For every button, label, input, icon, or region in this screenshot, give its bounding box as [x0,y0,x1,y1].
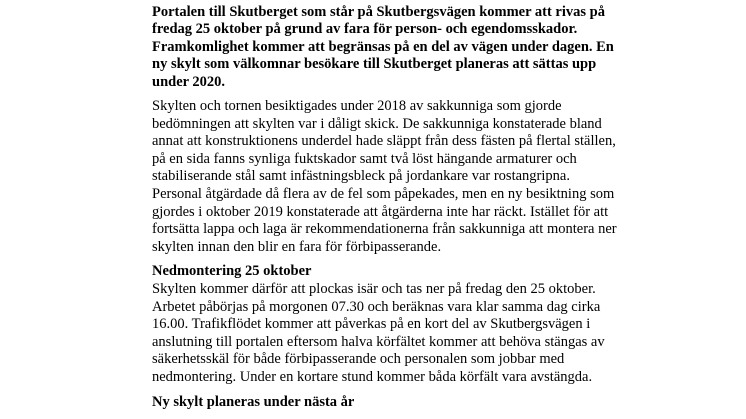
lead-paragraph: Portalen till Skutberget som står på Skutbergsvägen kommer att rivas på fredag 25 oktober på grund av fara för person- och egendomsskador. Framkomlighet kommer att begränsas på en del av vägen under dagen. En ny skylt som välkomnar besökare till Skutberget planeras att sättas upp under 2020. [152,4,614,90]
section-heading-dismantling: Nedmontering 25 oktober [152,263,312,280]
body-paragraph-dismantling: Skylten kommer därför att plockas isär och tas ner på fredag den 25 oktober. Arbetet påbörjas på morgonen 07.30 och beräknas vara klar samma dag cirka 16.00. Trafikflödet kommer att påverkas på en kort del av Skutbergsvägen i anslutning till portalen eftersom halva körfältet kommer att behöva stängas av säkerhetsskäl för både förbipasserande och personalen som jobbar med nedmontering. Under en kortare stund kommer båda körfält vara avstängda. [152,280,605,385]
section-heading-new-sign: Ny skylt planeras under nästa år [152,393,355,410]
document-page [152,4,622,411]
body-paragraph-inspection: Skylten och tornen besiktigades under 2018 av sakkunniga som gjorde bedömningen att skylten var i dåligt skick. De sakkunniga konstaterade bland annat att konstruktionens underdel hade släppt från dess fästen på flertal ställen, på en sida fanns synliga fuktskador samt två löst hängande armaturer och stabiliserande stål samt infästningsbleck på jordankare var rostangripna. Personal åtgärdade då flera av de fel som påpekades, men en ny besiktning som gjordes i oktober 2019 konstaterade att åtgärderna inte har räckt. Istället för att fortsätta lappa och laga är rekommendationerna från sakkunniga att montera ner skylten innan den blir en fara för förbipasserande. [152,98,617,255]
